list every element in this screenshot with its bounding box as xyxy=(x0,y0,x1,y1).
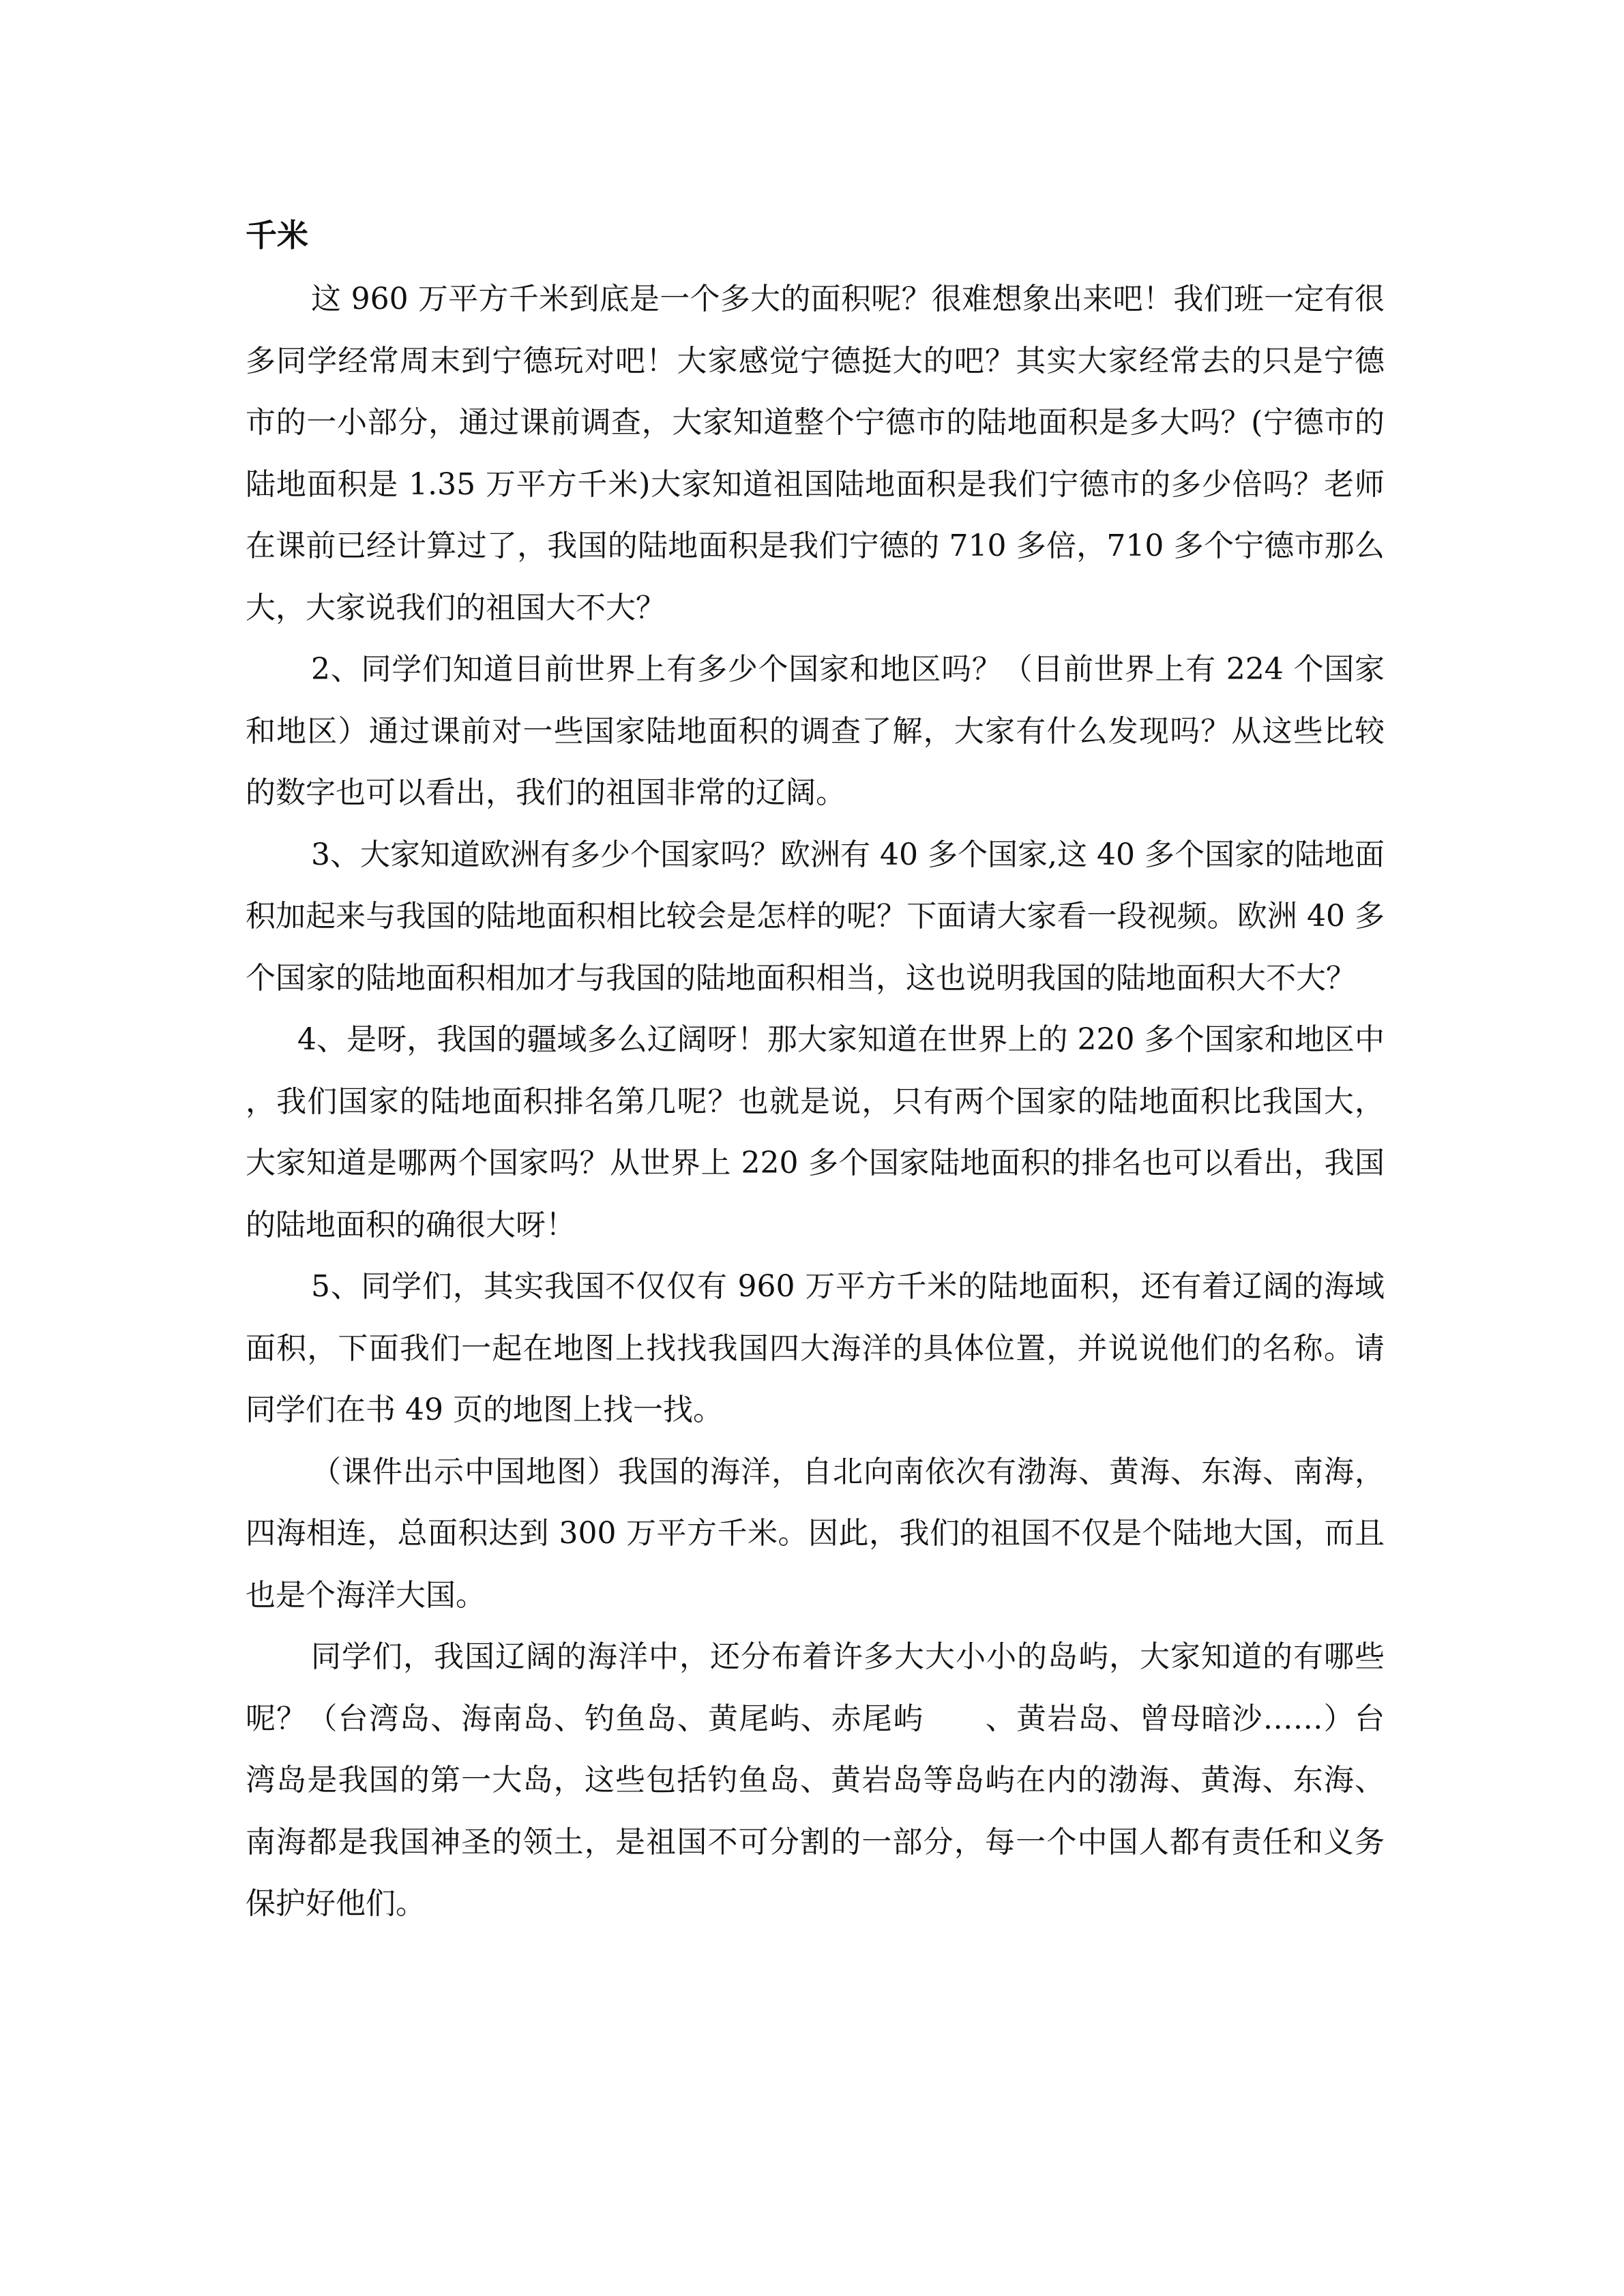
paragraph-3: 3、大家知道欧洲有多少个国家吗？欧洲有 40 多个国家,这 40 多个国家的陆地面积加起来与我国的陆地面积相比较会是怎样的呢？下面请大家看一段视频。欧洲 40 多个国家的陆地面积相加才与我国的陆地面积相当，这也说明我国的陆地面积大不大？ xyxy=(246,837,1385,996)
heading: 千米 xyxy=(246,217,308,254)
paragraph-7: 同学们，我国辽阔的海洋中，还分布着许多大大小小的岛屿，大家知道的有哪些呢？（台湾岛、海南岛、钓鱼岛、黄尾屿、赤尾屿 、黄岩岛、曾母暗沙……）台湾岛是我国的第一大岛，这些包括钓鱼岛、黄岩岛等岛屿在内的渤海、黄海、东海、南海都是我国神圣的领土，是祖国不可分割的一部分，每一个中国人都有责任和义务保护好他们。 xyxy=(246,1639,1385,1921)
paragraph-5: 5、同学们，其实我国不仅仅有 960 万平方千米的陆地面积，还有着辽阔的海域面积，下面我们一起在地图上找找我国四大海洋的具体位置，并说说他们的名称。请同学们在书 49 页的地图上找一找。 xyxy=(246,1269,1385,1427)
paragraph-4: 4、是呀，我国的疆域多么辽阔呀！那大家知道在世界上的 220 多个国家和地区中，我们国家的陆地面积排名第几呢？也就是说，只有两个国家的陆地面积比我国大，大家知道是哪两个国家吗？从世界上 220 多个国家陆地面积的排名也可以看出，我国的陆地面积的确很大呀！ xyxy=(246,1022,1385,1242)
paragraph-1: 这 960 万平方千米到底是一个多大的面积呢？很难想象出来吧！我们班一定有很多同学经常周末到宁德玩对吧！大家感觉宁德挺大的吧？其实大家经常去的只是宁德市的一小部分，通过课前调查，大家知道整个宁德市的陆地面积是多大吗？(宁德市的陆地面积是 1.35 万平方千米)大家知道祖国陆地面积是我们宁德市的多少倍吗？老师在课前已经计算过了，我国的陆地面积是我们宁德的 710 多倍，710 多个宁德市那么大，大家说我们的祖国大不大？ xyxy=(246,282,1385,625)
document-body xyxy=(246,205,1385,1935)
paragraph-6: （课件出示中国地图）我国的海洋，自北向南依次有渤海、黄海、东海、南海，四海相连，总面积达到 300 万平方千米。因此，我们的祖国不仅是个陆地大国，而且也是个海洋大国。 xyxy=(246,1454,1385,1613)
paragraph-2: 2、同学们知道目前世界上有多少个国家和地区吗？（目前世界上有 224 个国家和地区）通过课前对一些国家陆地面积的调查了解，大家有什么发现吗？从这些比较的数字也可以看出，我们的祖国非常的辽阔。 xyxy=(246,652,1385,810)
